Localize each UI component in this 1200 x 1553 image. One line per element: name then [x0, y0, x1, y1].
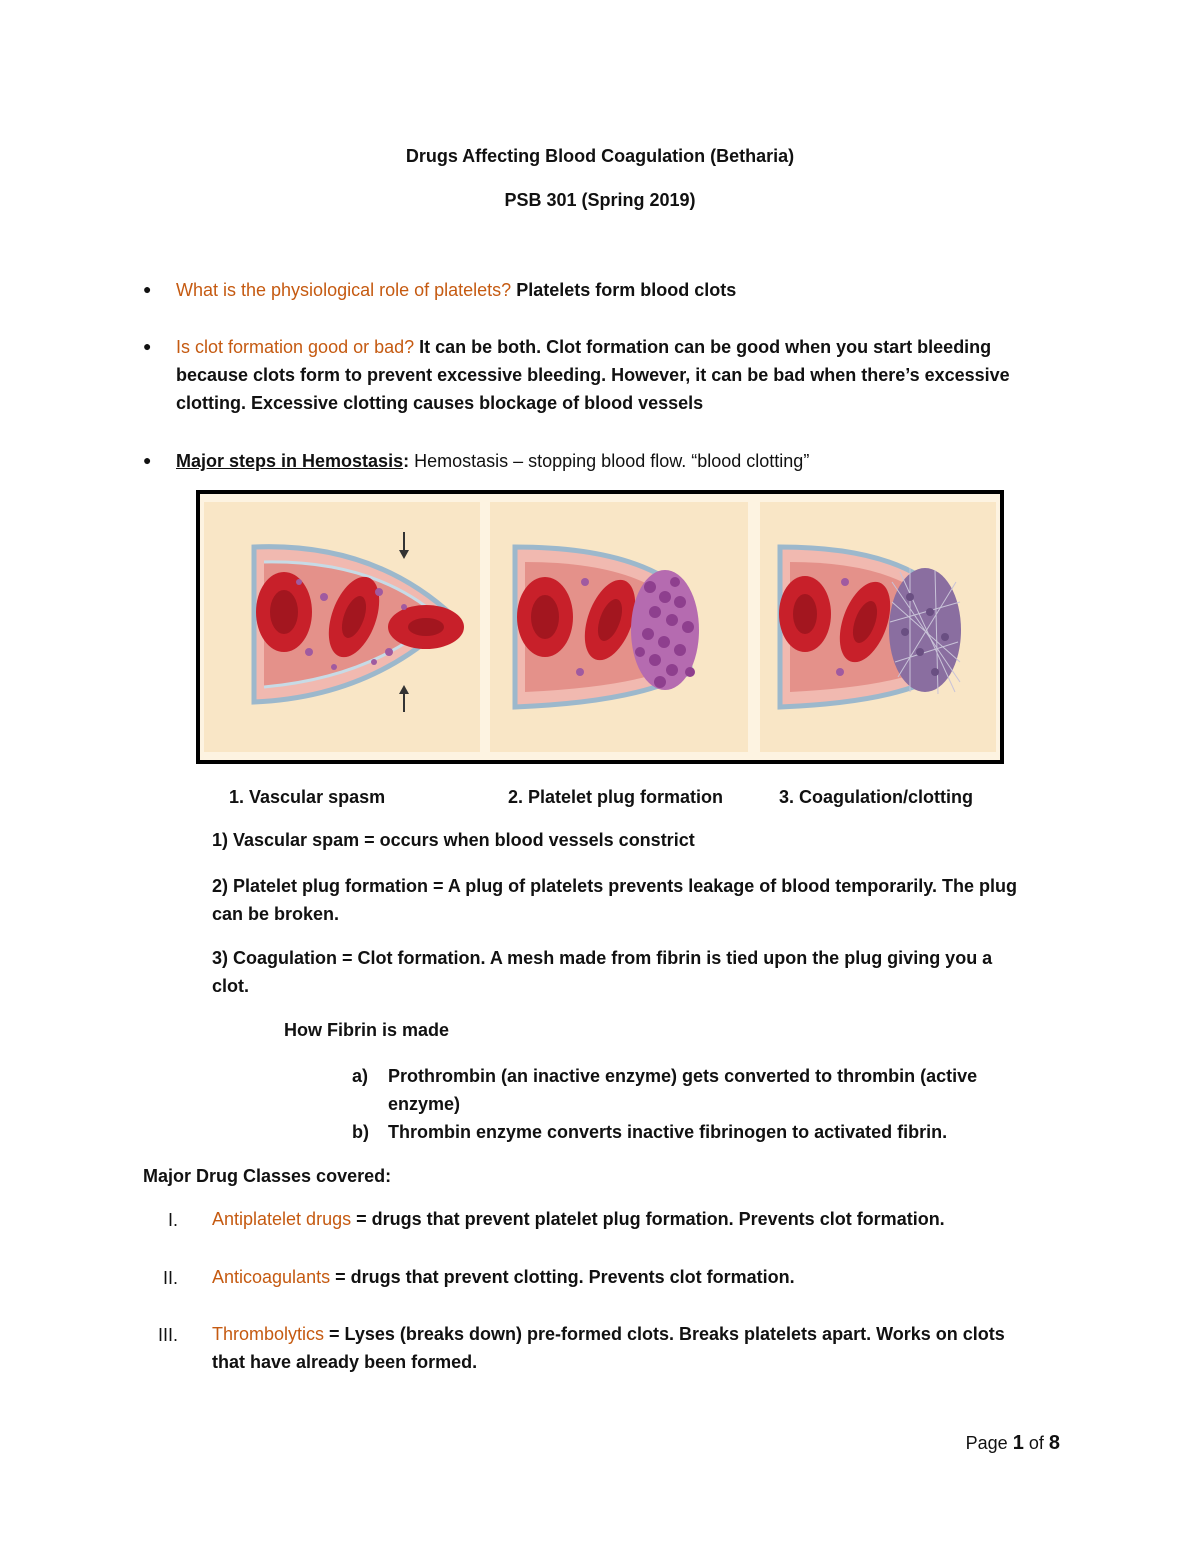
drug-class-name: Anticoagulants	[212, 1267, 331, 1287]
definition-platelet-plug	[212, 872, 1092, 928]
drug-class-description: = drugs that prevent clotting. Prevents clot formation.	[335, 1267, 795, 1287]
drug-class-description: that have already been formed.	[212, 1352, 478, 1372]
page-word: Page	[965, 1433, 1008, 1453]
page-number	[966, 1432, 1060, 1455]
heading-colon: :	[403, 451, 410, 471]
fibrin-heading: How Fibrin is made	[284, 1020, 450, 1040]
roman-numeral: I.	[167, 1210, 178, 1230]
fibrin-step-a	[388, 1062, 1088, 1118]
definition-line: can be broken.	[212, 904, 340, 924]
question-text: Is clot formation good or bad?	[176, 337, 415, 357]
drug-class-name: Antiplatelet drugs	[212, 1209, 352, 1229]
platelet-plug-image	[490, 502, 748, 752]
panel-vascular-spasm	[204, 502, 480, 752]
drug-classes-heading: Major Drug Classes covered:	[143, 1166, 392, 1186]
answer-line: clotting. Excessive clotting causes blockage of blood vessels	[176, 393, 704, 413]
drug-class-description: = Lyses (breaks down) pre-formed clots. Breaks platelets apart. Works on clots	[329, 1324, 1005, 1344]
coagulation-image	[760, 502, 996, 752]
definition-line: 2) Platelet plug formation = A plug of platelets prevents leakage of blood temporarily. The plug	[212, 876, 1017, 896]
caption-platelet-plug: 2. Platelet plug formation	[508, 787, 724, 807]
bullet-dot: ●	[143, 452, 152, 468]
drug-class-name: Thrombolytics	[212, 1324, 325, 1344]
caption-coagulation: 3. Coagulation/clotting	[779, 787, 973, 807]
section-heading: Major steps in Hemostasis	[176, 451, 404, 471]
drug-class-thrombolytics	[212, 1320, 1092, 1376]
drug-class-description: = drugs that prevent platelet plug formation. Prevents clot formation.	[356, 1209, 945, 1229]
course-subtitle: PSB 301 (Spring 2019)	[504, 190, 696, 210]
page-total: 8	[1048, 1432, 1060, 1454]
bullet-item-platelets	[176, 276, 1076, 304]
definition-vascular-spasm	[212, 826, 1092, 854]
bullet-dot: ●	[143, 338, 152, 354]
fibrin-step-b	[388, 1118, 1088, 1146]
bullet-dot: ●	[143, 281, 152, 297]
definition-coagulation	[212, 944, 1092, 1000]
fibrin-step-marker: a)	[352, 1066, 369, 1086]
answer-line: It can be both. Clot formation can be good when you start bleeding	[419, 337, 992, 357]
panel-platelet-plug	[490, 502, 748, 752]
hemostasis-illustration	[196, 490, 1004, 764]
bullet-item-clot-formation	[176, 333, 1076, 417]
roman-numeral: II.	[162, 1268, 178, 1288]
fibrin-step-line: Thrombin enzyme converts inactive fibrinogen to activated fibrin.	[388, 1122, 948, 1142]
page-current: 1	[1012, 1432, 1024, 1454]
definition-line: clot.	[212, 976, 250, 996]
bullet-item-hemostasis	[176, 447, 1076, 475]
document-title: Drugs Affecting Blood Coagulation (Betharia)	[405, 146, 795, 166]
answer-text: Platelets form blood clots	[516, 280, 737, 300]
panel-coagulation	[760, 502, 996, 752]
hemostasis-definition: Hemostasis – stopping blood flow. “blood clotting”	[414, 451, 810, 471]
definition-line: 3) Coagulation = Clot formation. A mesh made from fibrin is tied upon the plug giving you a	[212, 948, 993, 968]
drug-class-anticoagulants	[212, 1263, 1092, 1291]
fibrin-step-line: enzyme)	[388, 1094, 461, 1114]
answer-line: because clots form to prevent excessive bleeding. However, it can be bad when there’s excessive	[176, 365, 1010, 385]
roman-numeral: III.	[157, 1325, 178, 1345]
vascular-spasm-image	[204, 502, 480, 752]
fibrin-step-marker: b)	[352, 1122, 369, 1142]
drug-class-antiplatelet	[212, 1205, 1092, 1233]
question-text: What is the physiological role of platelets?	[176, 280, 512, 300]
of-word: of	[1028, 1433, 1044, 1453]
definition-line: 1) Vascular spam = occurs when blood vessels constrict	[212, 830, 695, 850]
caption-vascular-spasm: 1. Vascular spasm	[229, 787, 386, 807]
fibrin-step-line: Prothrombin (an inactive enzyme) gets converted to thrombin (active	[388, 1066, 978, 1086]
